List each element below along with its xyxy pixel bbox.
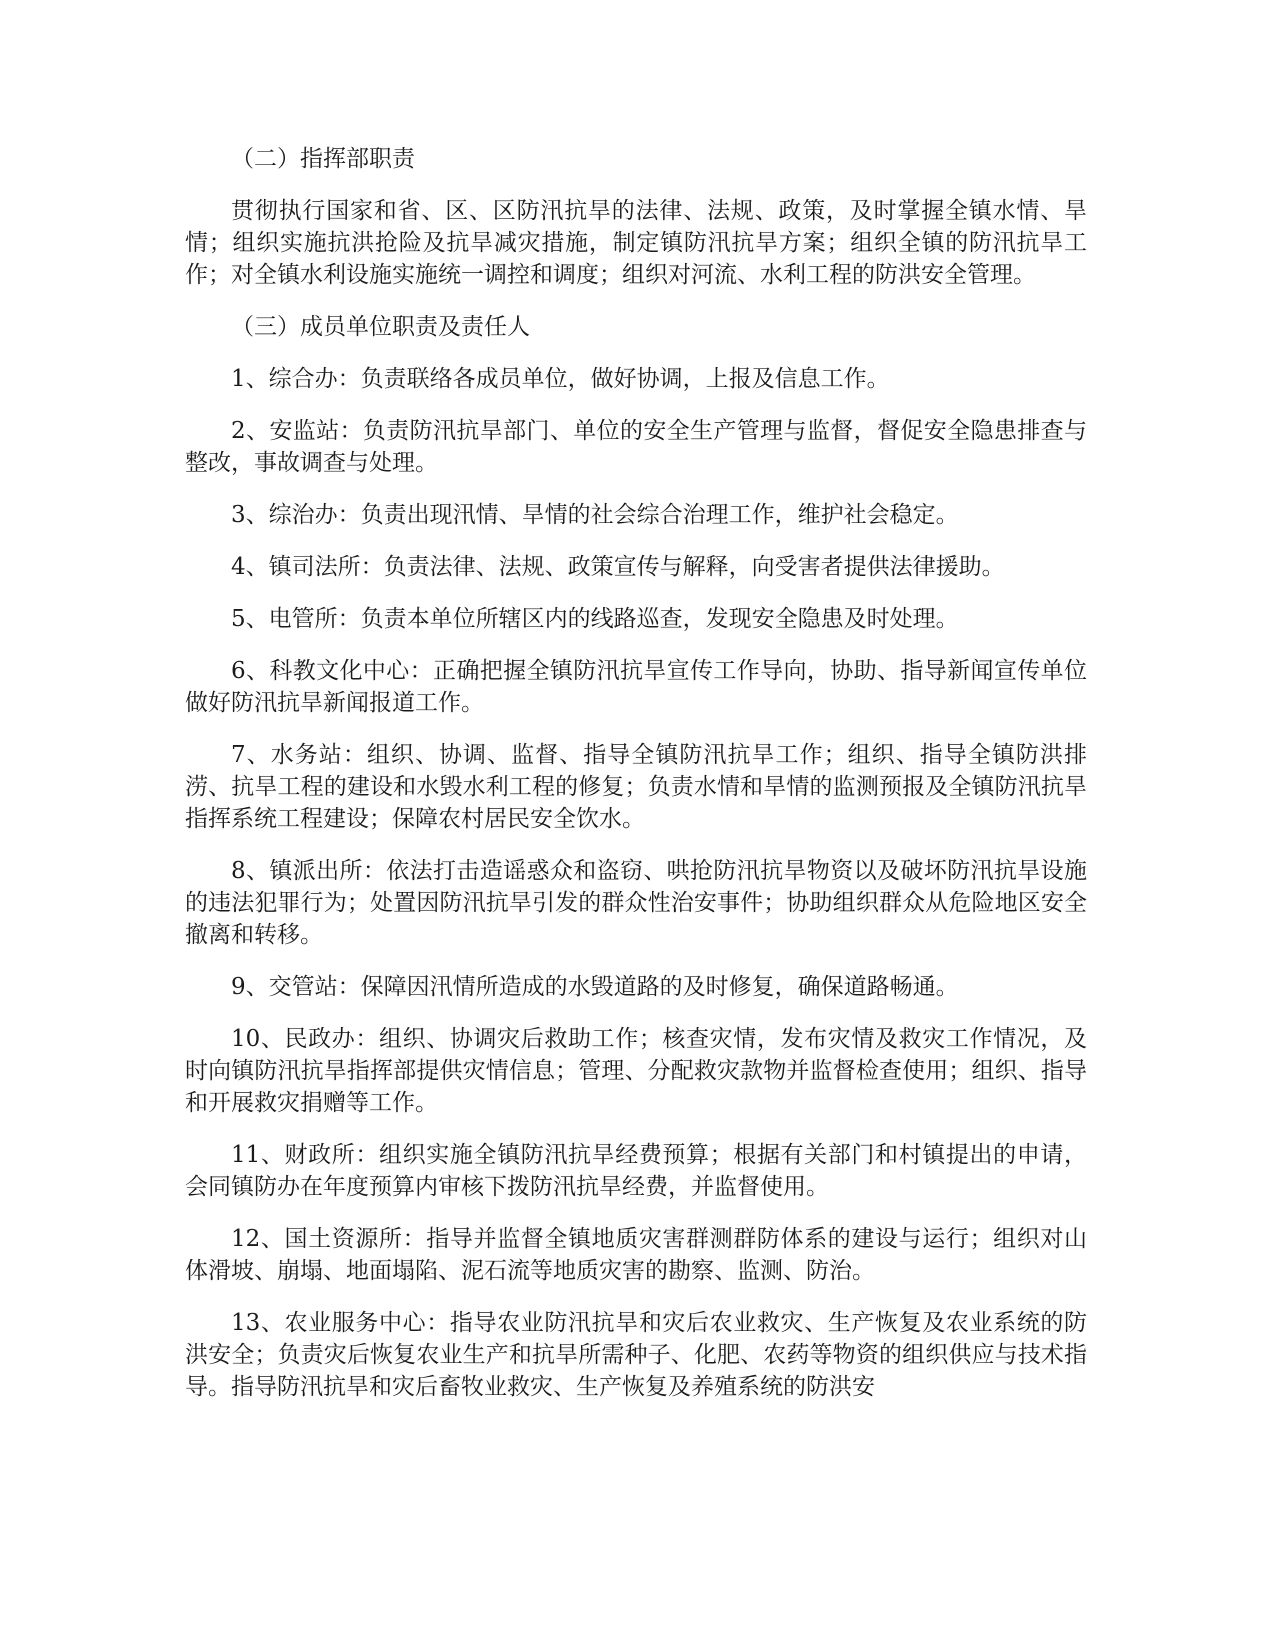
list-item-member-unit: 6、科教文化中心：正确把握全镇防汛抗旱宣传工作导向，协助、指导新闻宣传单位做好防汛抗旱新闻报道工作。 [185, 658, 1087, 716]
list-item-member-unit: 13、农业服务中心：指导农业防汛抗旱和灾后农业救灾、生产恢复及农业系统的防洪安全；负责灾后恢复农业生产和抗旱所需种子、化肥、农药等物资的组织供应与技术指导。指导防汛抗旱和灾后畜牧业救灾、生产恢复及养殖系统的防洪安 [185, 1310, 1087, 1400]
list-item-member-unit: 5、电管所：负责本单位所辖区内的线路巡查，发现安全隐患及时处理。 [231, 606, 959, 632]
list-item-member-unit: 11、财政所：组织实施全镇防汛抗旱经费预算；根据有关部门和村镇提出的申请，会同镇防办在年度预算内审核下拨防汛抗旱经费，并监督使用。 [185, 1142, 1087, 1200]
list-item-member-unit: 4、镇司法所：负责法律、法规、政策宣传与解释，向受害者提供法律援助。 [231, 554, 1005, 580]
section-heading-member-units: （三）成员单位职责及责任人 [231, 314, 530, 340]
list-item-member-unit: 9、交管站：保障因汛情所造成的水毁道路的及时修复，确保道路畅通。 [231, 974, 959, 1000]
list-item-member-unit: 12、国土资源所：指导并监督全镇地质灾害群测群防体系的建设与运行；组织对山体滑坡、崩塌、地面塌陷、泥石流等地质灾害的勘察、监测、防治。 [185, 1226, 1087, 1284]
list-item-member-unit: 8、镇派出所：依法打击造谣惑众和盗窃、哄抢防汛抗旱物资以及破坏防汛抗旱设施的违法犯罪行为；处置因防汛抗旱引发的群众性治安事件；协助组织群众从危险地区安全撤离和转移。 [185, 858, 1087, 948]
paragraph-command-duties: 贯彻执行国家和省、区、区防汛抗旱的法律、法规、政策，及时掌握全镇水情、旱情；组织实施抗洪抢险及抗旱减灾措施，制定镇防汛抗旱方案；组织全镇的防汛抗旱工作；对全镇水利设施实施统一调控和调度；组织对河流、水利工程的防洪安全管理。 [185, 198, 1087, 288]
list-item-member-unit: 3、综治办：负责出现汛情、旱情的社会综合治理工作，维护社会稳定。 [231, 502, 959, 528]
list-item-member-unit: 7、水务站：组织、协调、监督、指导全镇防汛抗旱工作；组织、指导全镇防洪排涝、抗旱工程的建设和水毁水利工程的修复；负责水情和旱情的监测预报及全镇防汛抗旱指挥系统工程建设；保障农村居民安全饮水。 [185, 742, 1087, 832]
list-item-member-unit: 10、民政办：组织、协调灾后救助工作；核查灾情，发布灾情及救灾工作情况，及时向镇防汛抗旱指挥部提供灾情信息；管理、分配救灾款物并监督检查使用；组织、指导和开展救灾捐赠等工作。 [185, 1026, 1087, 1116]
document-body [185, 143, 1087, 1423]
list-item-member-unit: 2、安监站：负责防汛抗旱部门、单位的安全生产管理与监督，督促安全隐患排查与整改，事故调查与处理。 [185, 418, 1087, 476]
list-item-member-unit: 1、综合办：负责联络各成员单位，做好协调，上报及信息工作。 [231, 366, 890, 392]
section-heading-command-duties: （二）指挥部职责 [231, 146, 415, 172]
